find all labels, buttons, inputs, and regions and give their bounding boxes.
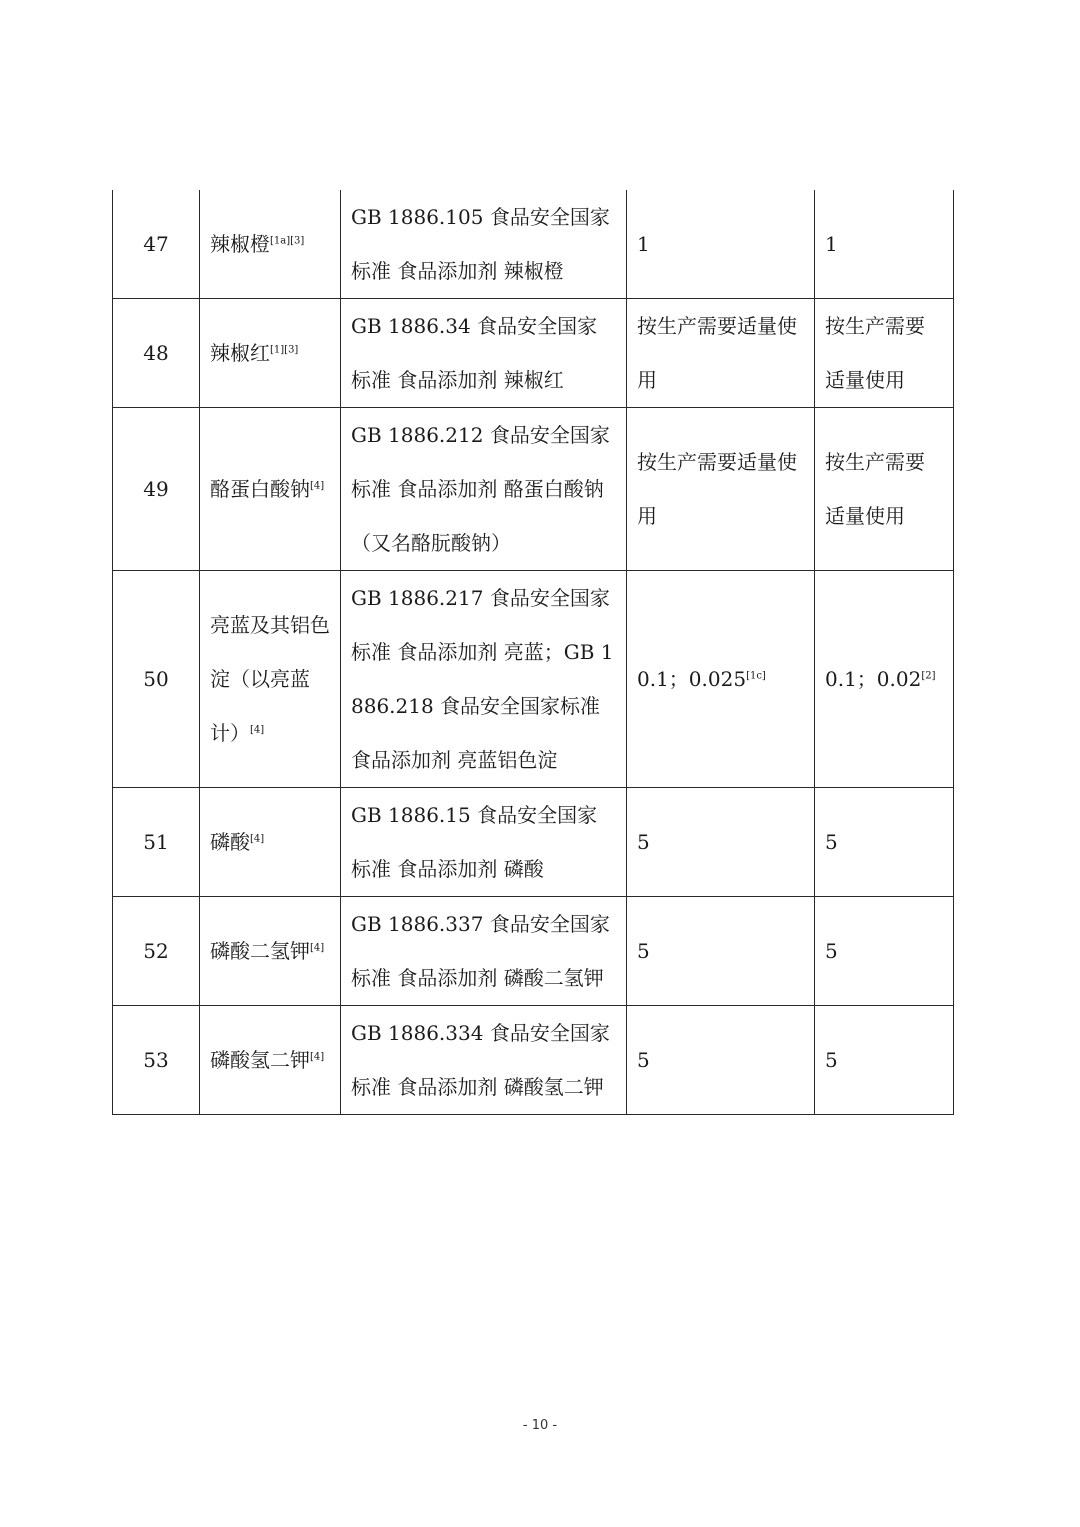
table-body: [113, 190, 954, 1115]
additive-name-note: [1][3]: [270, 344, 299, 356]
quality-standard-cell: [341, 408, 627, 571]
quality-standard: GB 1886.217 食品安全国家标准 食品添加剂 亮蓝；GB 1886.218 食品安全国家标准 食品添加剂 亮蓝铝色淀: [351, 586, 614, 772]
limit-a-value: 5: [637, 939, 650, 963]
additive-name-cell: [200, 408, 341, 571]
limit-b-value: 按生产需要适量使用: [825, 450, 925, 528]
additive-name-note: [4]: [250, 833, 265, 845]
limit-b-value: 0.1；0.02: [825, 667, 922, 691]
table-row: [113, 897, 954, 1006]
limit-b-value: 5: [825, 1048, 838, 1072]
limit-b-note: [2]: [921, 670, 936, 682]
table-row: [113, 299, 954, 408]
additive-name-cell: [200, 299, 341, 408]
limit-cell-b: [815, 571, 954, 788]
additive-name-cell: [200, 897, 341, 1006]
additive-name-note: [4]: [250, 724, 265, 736]
limit-b-value: 按生产需要适量使用: [825, 314, 925, 392]
additive-name: 磷酸氢二钾: [210, 1048, 310, 1072]
limit-cell-b: [815, 408, 954, 571]
limit-a-note: [1c]: [746, 670, 766, 682]
limit-b-value: 1: [825, 232, 838, 256]
row-number: 51: [113, 788, 200, 897]
row-number: 49: [113, 408, 200, 571]
limit-b-value: 5: [825, 830, 838, 854]
row-number: 48: [113, 299, 200, 408]
quality-standard: GB 1886.105 食品安全国家标准 食品添加剂 辣椒橙: [351, 205, 610, 283]
row-number: 47: [113, 190, 200, 299]
limit-cell-a: [627, 299, 815, 408]
limit-cell-a: [627, 1006, 815, 1115]
quality-standard-cell: [341, 788, 627, 897]
additive-name: 酪蛋白酸钠: [210, 477, 310, 501]
additive-name-cell: [200, 571, 341, 788]
additive-name-cell: [200, 1006, 341, 1115]
additive-name: 辣椒橙: [210, 232, 270, 256]
quality-standard: GB 1886.334 食品安全国家标准 食品添加剂 磷酸氢二钾: [351, 1021, 610, 1099]
limit-cell-b: [815, 897, 954, 1006]
limit-a-value: 按生产需要适量使用: [637, 314, 797, 392]
table-row: [113, 190, 954, 299]
additive-name-cell: [200, 190, 341, 299]
quality-standard: GB 1886.212 食品安全国家标准 食品添加剂 酪蛋白酸钠（又名酪朊酸钠）: [351, 423, 610, 555]
limit-cell-b: [815, 788, 954, 897]
limit-a-value: 按生产需要适量使用: [637, 450, 797, 528]
limit-cell-b: [815, 1006, 954, 1115]
table-row: [113, 408, 954, 571]
additive-name: 亮蓝及其铝色淀（以亮蓝计）: [210, 613, 330, 745]
quality-standard-cell: [341, 190, 627, 299]
limit-cell-a: [627, 408, 815, 571]
row-number: 53: [113, 1006, 200, 1115]
limit-cell-a: [627, 571, 815, 788]
quality-standard-cell: [341, 1006, 627, 1115]
limit-cell-a: [627, 190, 815, 299]
additive-name-note: [4]: [310, 942, 325, 954]
table-row: [113, 788, 954, 897]
additive-name-note: [1a][3]: [270, 235, 305, 247]
page-number: - 10 -: [522, 1418, 558, 1433]
limit-cell-a: [627, 788, 815, 897]
limit-a-value: 5: [637, 830, 650, 854]
additive-name: 辣椒红: [210, 341, 270, 365]
additive-name-cell: [200, 788, 341, 897]
quality-standard: GB 1886.337 食品安全国家标准 食品添加剂 磷酸二氢钾: [351, 912, 610, 990]
additive-name: 磷酸: [210, 830, 250, 854]
row-number: 50: [113, 571, 200, 788]
additive-table: [112, 190, 954, 1115]
row-number: 52: [113, 897, 200, 1006]
limit-b-value: 5: [825, 939, 838, 963]
limit-a-value: 5: [637, 1048, 650, 1072]
quality-standard-cell: [341, 299, 627, 408]
additive-name: 磷酸二氢钾: [210, 939, 310, 963]
limit-cell-b: [815, 190, 954, 299]
quality-standard: GB 1886.34 食品安全国家标准 食品添加剂 辣椒红: [351, 314, 598, 392]
table-row: [113, 1006, 954, 1115]
limit-a-value: 1: [637, 232, 650, 256]
additive-name-note: [4]: [310, 480, 325, 492]
limit-cell-b: [815, 299, 954, 408]
quality-standard-cell: [341, 571, 627, 788]
limit-cell-a: [627, 897, 815, 1006]
additive-name-note: [4]: [310, 1051, 325, 1063]
quality-standard: GB 1886.15 食品安全国家标准 食品添加剂 磷酸: [351, 803, 598, 881]
quality-standard-cell: [341, 897, 627, 1006]
limit-a-value: 0.1；0.025: [637, 667, 747, 691]
table-row: [113, 571, 954, 788]
